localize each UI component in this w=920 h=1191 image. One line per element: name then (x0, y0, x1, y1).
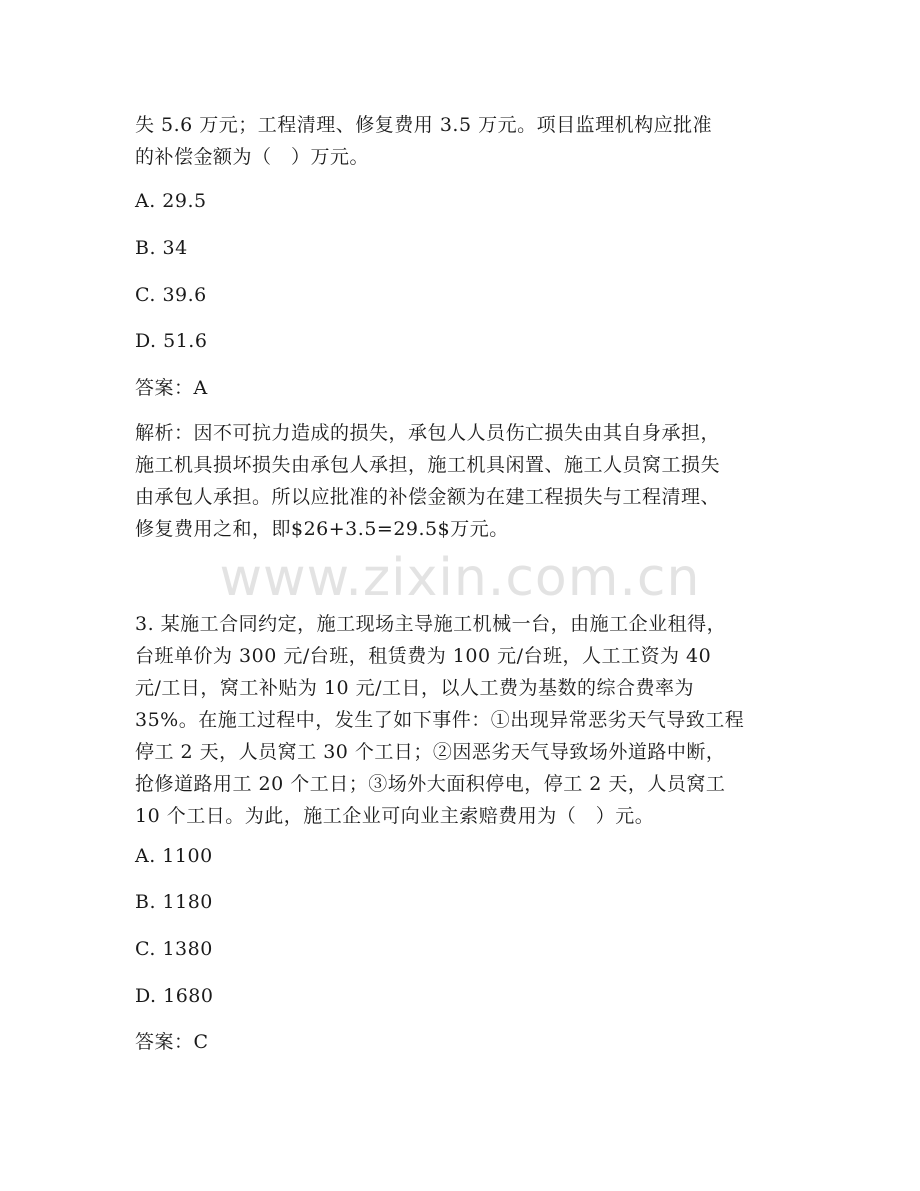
q2-option-b: B. 34 (135, 237, 188, 259)
q2-option-d: D. 51.6 (135, 330, 208, 352)
q3-option-c: C. 1380 (135, 938, 213, 960)
q2-analysis-line-3: 由承包人承担。所以应批准的补偿金额为在建工程损失与工程清理、 (135, 486, 721, 508)
q2-analysis-line-1: 解析：因不可抗力造成的损失，承包人人员伤亡损失由其自身承担， (135, 422, 721, 444)
q2-analysis-line-4: 修复费用之和，即$26+3.5=29.5$万元。 (135, 518, 509, 540)
q3-option-d: D. 1680 (135, 985, 214, 1007)
q3-answer: 答案：C (135, 1031, 209, 1053)
q3-stem-line-6: 抢修道路用工 20 个工日；③场外大面积停电，停工 2 天，人员窝工 (135, 773, 726, 795)
q2-option-a: A. 29.5 (135, 190, 207, 212)
q3-stem-line-1: 3. 某施工合同约定，施工现场主导施工机械一台，由施工企业租得， (135, 613, 727, 635)
q2-option-c: C. 39.6 (135, 284, 207, 306)
q3-option-a: A. 1100 (135, 845, 213, 867)
q2-stem-line-1: 失 5.6 万元；工程清理、修复费用 3.5 万元。项目监理机构应批准 (135, 114, 713, 136)
q3-stem-line-2: 台班单价为 300 元/台班，租赁费为 100 元/台班，人工工资为 40 (135, 645, 712, 667)
q2-stem-line-2: 的补偿金额为（ ）万元。 (135, 146, 370, 168)
q2-answer: 答案：A (135, 377, 208, 399)
watermark: www.zixin.com.cn (219, 548, 701, 608)
q3-stem-line-4: 35%。在施工过程中，发生了如下事件：①出现异常恶劣天气导致工程 (135, 709, 745, 731)
q3-option-b: B. 1180 (135, 891, 213, 913)
q3-stem-line-5: 停工 2 天，人员窝工 30 个工日；②因恶劣天气导致场外道路中断， (135, 741, 726, 763)
q2-analysis-line-2: 施工机具损坏损失由承包人承担，施工机具闲置、施工人员窝工损失 (135, 454, 721, 476)
q3-stem-line-7: 10 个工日。为此，施工企业可向业主索赔费用为（ ）元。 (135, 805, 655, 827)
q3-stem-line-3: 元/工日，窝工补贴为 10 元/工日，以人工费为基数的综合费率为 (135, 677, 695, 699)
